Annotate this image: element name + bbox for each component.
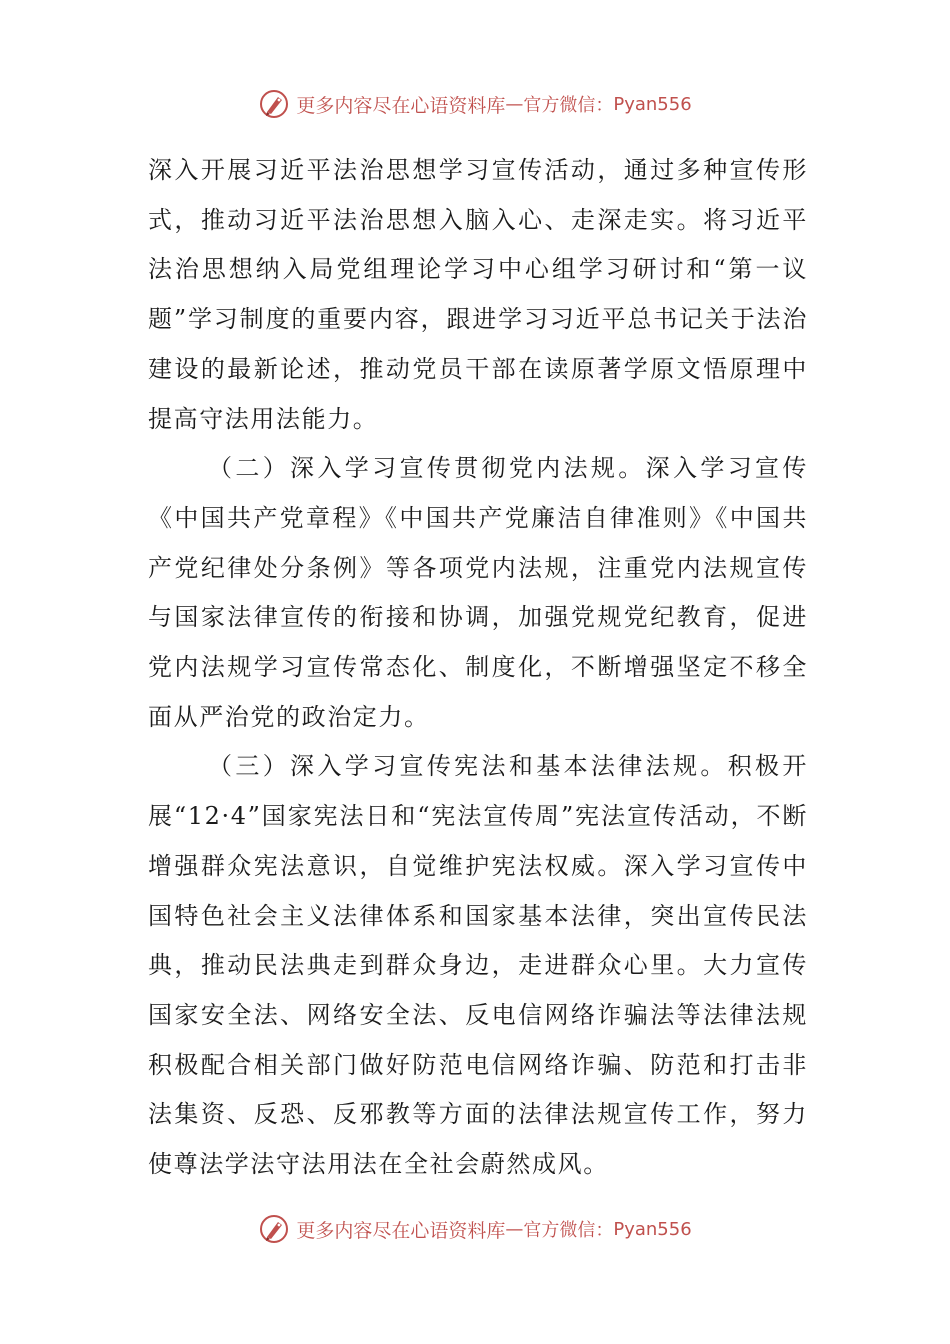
header-watermark (0, 84, 950, 124)
watermark-sub-text: 官方微信： (523, 95, 614, 116)
paragraph-2: （二）深入学习宣传贯彻党内法规。深入学习宣传《中国共产党章程》《中国共产党廉洁自律准则》《中国共产党纪律处分条例》等各项党内法规，注重党内法规宣传与国家法律宣传的衔接和协调，加强党规党纪教育，促进党内法规学习宣传常态化、制度化，不断增强坚定不移全面从严治党的政治定力。 (148, 454, 808, 731)
watermark-main-text: 更多内容尽在心语资料库 (296, 94, 506, 117)
watermark-separator: — (505, 1218, 524, 1240)
pen-nib-logo-icon (258, 88, 290, 120)
watermark-sub-text: 官方微信： (523, 1220, 614, 1241)
paragraph-3: （三）深入学习宣传宪法和基本法律法规。积极开展“12·4”国家宪法日和“宪法宣传周”宪法宣传活动，不断增强群众宪法意识，自觉维护宪法权威。深入学习宣传中国特色社会主义法律体系和国家基本法律，突出宣传民法典，推动民法典走到群众身边，走进群众心里。大力宣传国家安全法、网络安全法、反电信网络诈骗法等法律法规积极配合相关部门做好防范电信网络诈骗、防范和打击非法集资、反恐、反邪教等方面的法律法规宣传工作，努力使尊法学法守法用法在全社会蔚然成风。 (148, 752, 808, 1179)
watermark-account: Pyan556 (613, 93, 692, 115)
document-body (148, 146, 808, 1190)
footer-watermark (0, 1209, 950, 1249)
paragraph-1: 深入开展习近平法治思想学习宣传活动，通过多种宣传形式，推动习近平法治思想入脑入心、走深走实。将习近平法治思想纳入局党组理论学习中心组学习研讨和“第一议题”学习制度的重要内容，跟进学习习近平总书记关于法治建设的最新论述，推动党员干部在读原著学原文悟原理中提高守法用法能力。 (148, 156, 808, 433)
watermark-separator: — (505, 93, 524, 115)
pen-nib-logo-icon (258, 1213, 290, 1245)
watermark-account: Pyan556 (613, 1218, 692, 1240)
watermark-main-text: 更多内容尽在心语资料库 (296, 1219, 506, 1242)
